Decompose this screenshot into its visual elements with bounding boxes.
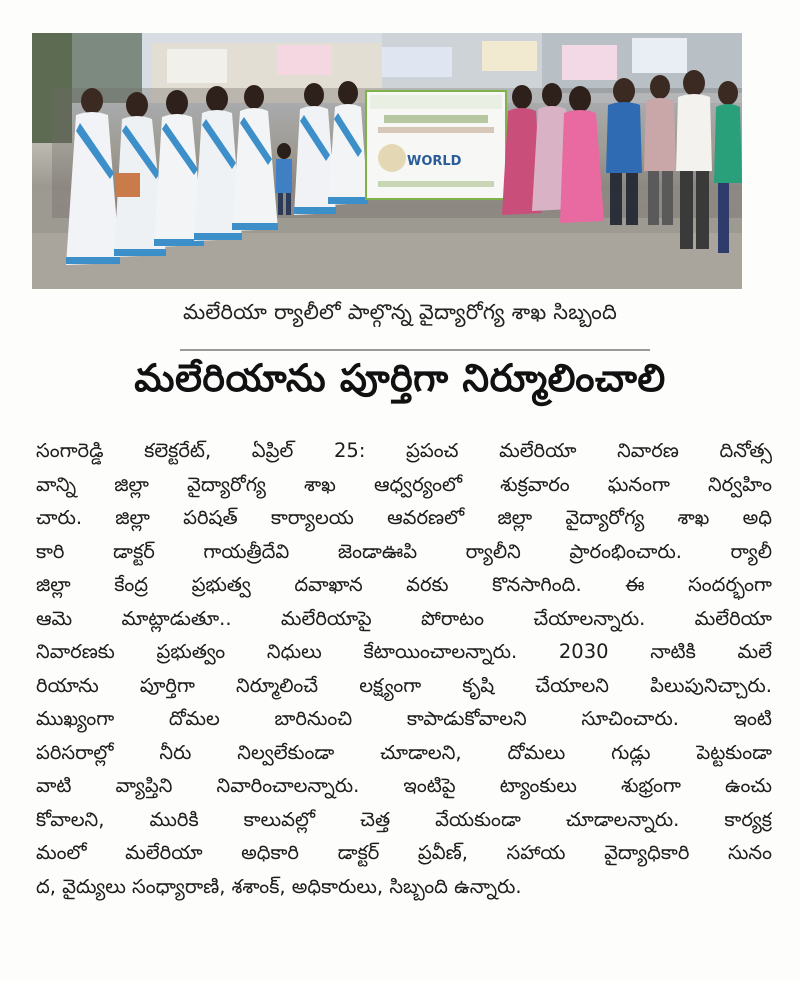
body-line: ద, వైద్యులు సంధ్యారాణి, శశాంక్, అధికారులు, సిబ్బంది ఉన్నారు. [36, 874, 522, 898]
body-line: కోవాలని, మురికి కాలువల్లో చెత్త వేయకుండా చూడాలన్నారు. కార్యక్ర [36, 807, 772, 831]
article-body [36, 434, 772, 903]
body-line: సంగారెడ్డి కలెక్టరేట్, ఏప్రిల్ 25: ప్రపంచ మలేరియా నివారణ దినోత్స [36, 439, 772, 462]
body-line: ముఖ్యంగా దోమల బారినుంచి కాపాడుకోవాలని సూచించారు. ఇంటి [36, 707, 772, 730]
banner-text: WORLD [407, 154, 462, 169]
body-line: వాటి వ్యాప్తిని నివారించాలన్నారు. ఇంటిపై ట్యాంకులు శుభ్రంగా ఉంచు [36, 774, 772, 797]
body-line: జిల్లా కేంద్ర ప్రభుత్వ దవాఖాన వరకు కొనసాగింది. ఈ సందర్భంగా [36, 573, 772, 596]
body-line: మంలో మలేరియా అధికారి డాక్టర్ ప్రవీణ్, సహాయ వైద్యాధికారి సునం [36, 841, 772, 864]
photo-caption: మలేరియా ర్యాలీలో పాల్గొన్న వైద్యారోగ్య శాఖ సిబ్బంది [182, 300, 618, 324]
body-line: పరిసరాల్లో నీరు నిల్వలేకుండా చూడాలని, దోమలు గుడ్లు పెట్టకుండా [36, 740, 772, 764]
body-line: నివారణకు ప్రభుత్వం నిధులు కేటాయించాలన్నారు. 2030 నాటికి మలే [36, 640, 772, 663]
body-line: చారు. జిల్లా పరిషత్ కార్యాలయ ఆవరణలో జిల్లా వైద్యారోగ్య శాఖ అధి [36, 506, 772, 529]
caption-divider [180, 349, 650, 351]
body-line: వాన్ని జిల్లా వైద్యారోగ్య శాఖ ఆధ్వర్యంలో శుక్రవారం ఘనంగా నిర్వహిం [36, 472, 772, 496]
article-headline: మలేరియాను పూర్తిగా నిర్మూలించాలి [134, 356, 666, 400]
body-line: రియాను పూర్తిగా నిర్మూలించే లక్ష్యంగా కృషి చేయాలని పిలుపునిచ్చారు. [36, 673, 772, 697]
group-photo-image [32, 33, 742, 289]
rally-photo [32, 33, 742, 289]
body-line: ఆమె మాట్లాడుతూ.. మలేరియాపై పోరాటం చేయాలన్నారు. మలేరియా [36, 606, 772, 630]
body-line: కారి డాక్టర్ గాయత్రీదేవి జెండాఊపి ర్యాలీని ప్రారంభించారు. ర్యాలీ [36, 539, 772, 563]
